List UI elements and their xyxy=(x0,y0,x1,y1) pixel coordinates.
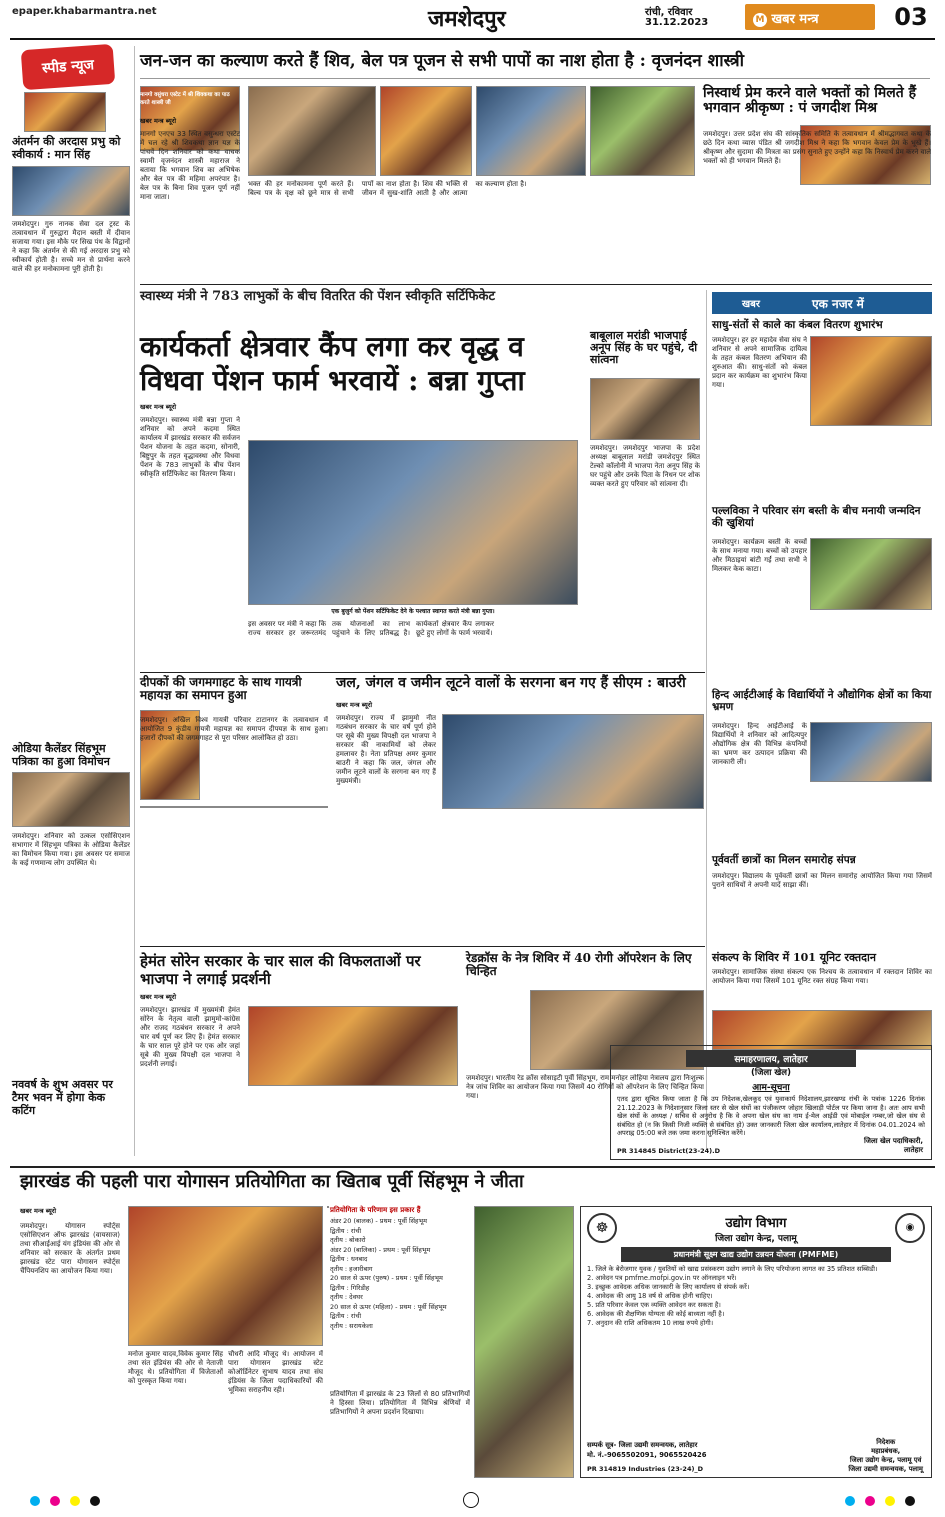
pension-text-2: इस अवसर पर मंत्री ने कहा कि राज्य सरकार हर जरूरतमंद तक योजनाओं का लाभ पहुंचाने के लिए प्रतिबद्ध है। कार्यकर्ता क्षेत्रवार कैंप लगाकर छूटे हुए लोगों के फार्म भरवायें। xyxy=(248,620,494,637)
top-story-text-2: भक्त की हर मनोकामना पूर्ण करते हैं। बिल्व पत्र के वृक्ष को छूने मात्र से सभी पापों का नाश होता है। शिव की भक्ति से जीवन में सुख-शांति आती है और आत्मा का कल्याण होता है। xyxy=(248,180,527,197)
story-cake-headline[interactable]: नववर्ष के शुभ अवसर पर टैमर भवन में होगा केक कटिंग xyxy=(12,1078,113,1117)
udyog-sign-3: जिला उद्योग केन्द्र, पलामू एवं xyxy=(849,1456,922,1464)
section-divider-4 xyxy=(10,1166,935,1168)
hemant-photo xyxy=(248,1006,458,1086)
ek-nazar-tag: खबर xyxy=(742,299,760,310)
black-dot-icon xyxy=(90,1496,100,1506)
brand-logo xyxy=(745,4,875,30)
top-story-headline[interactable]: जन-जन का कल्याण करते हैं शिव, बेल पत्र पूजन से सभी पापों का नाश होता है : वृजनंदन शास्त्री xyxy=(140,51,745,71)
ek-nazar-item-4-headline[interactable]: पूर्ववर्ती छात्रों का मिलन समारोह संपन्न xyxy=(712,854,856,866)
speed-news-photo xyxy=(24,92,106,132)
yellow-dot-icon xyxy=(70,1496,80,1506)
top-story-photo-4 xyxy=(476,86,586,176)
top-story-byline: खबर मन्त्र ब्यूरो xyxy=(140,117,177,125)
yoga-headline[interactable]: झारखंड की पहली पारा योगासन प्रतियोगिता का खिताब पूर्वी सिंहभूम ने जीता xyxy=(20,1171,524,1192)
udyog-point-item: 3. इच्छुक आवेदक अधिक जानकारी के लिए कार्यालय से संपर्क करें। xyxy=(587,1283,750,1291)
page-city-title: जमशेदपुर xyxy=(428,6,506,32)
yoga-photo-1 xyxy=(128,1206,323,1346)
hemant-headline[interactable]: हेमंत सोरेन सरकार के चार साल की विफलताओं पर भाजपा ने लगाई प्रदर्शनी xyxy=(140,952,421,988)
yoga-photo-2 xyxy=(474,1206,574,1478)
udyog-sign-1: निदेशक xyxy=(876,1438,896,1446)
top-story-photo-caption: मानगो वसुंधरा एस्टेट में श्री शिवकथा का पाठ करते शास्त्री जी xyxy=(140,92,230,106)
top-story-photo-5 xyxy=(590,86,695,176)
emblem-icon: ☸ xyxy=(587,1213,617,1243)
yoga-result-item: तृतीय : बोकारो xyxy=(330,1236,366,1244)
column-divider-right xyxy=(706,290,707,1150)
ek-nazar-item-3-photo xyxy=(810,722,932,782)
eye-camp-headline[interactable]: रेडक्रॉस के नेत्र शिविर में 40 रोगी ऑपरेशन के लिए चिन्हित xyxy=(466,951,692,979)
notice-sign-line-2: लातेहार xyxy=(904,1146,923,1154)
pension-photo-caption: एक बुजुर्ग को पेंशन सर्टिफिकेट देने के पश्चात स्वागत करते मंत्री बन्ना गुप्ता। xyxy=(331,608,495,615)
udyog-signature xyxy=(848,1437,923,1473)
pension-byline: खबर मन्त्र ब्यूरो xyxy=(140,403,177,411)
black-dot-icon-right xyxy=(905,1496,915,1506)
yellow-dot-icon-right xyxy=(885,1496,895,1506)
magenta-dot-icon xyxy=(50,1496,60,1506)
ek-nazar-item-2-text: जमशेदपुर। कार्यक्रम बस्ती के बच्चों के साथ मनाया गया। बच्चों को उपहार और मिठाइयां बांटी गईं तथा सभी ने मिलकर केक काटा। xyxy=(712,538,807,573)
epaper-url[interactable]: epaper.khabarmantra.net xyxy=(12,6,157,17)
yoga-result-item: द्वितीय : रांची xyxy=(330,1312,362,1320)
story-cake-text xyxy=(12,1124,130,1154)
yoga-result-item: तृतीय : सरायकेला xyxy=(330,1321,373,1330)
ek-nazar-item-1-headline[interactable]: साधु-संतों से काले का कंबल वितरण शुभारंभ xyxy=(712,319,883,331)
notice-title: आम-सूचना xyxy=(752,1083,790,1093)
udyog-point-item: 7. अनुदान की राशि अधिकतम 10 लाख रुपये होगी। xyxy=(587,1319,714,1327)
yoga-result-item: द्वितीय : रांची xyxy=(330,1226,362,1235)
udyog-ref: PR 314819 Industries (23-24)_D xyxy=(587,1465,704,1473)
ek-nazar-item-1-text: जमशेदपुर। हर हर महादेव सेवा संघ ने शनिवार से अपने सामाजिक दायित्व के तहत कंबल वितरण अभियान की शुरुआत की। साधु-संतों को कंबल प्रदान कर कार्यक्रम का शुभारंभ किया गया। xyxy=(712,336,807,389)
eye-camp-text-intro xyxy=(466,990,526,1070)
sports-notice-box xyxy=(610,1045,932,1160)
anup-text: जमशेदपुर। जमशेदपुर भाजपा के प्रदेश अध्यक्ष बाबूलाल मरांडी जमशेदपुर स्थित टेल्को कॉलोनी में भाजपा नेता अनूप सिंह के घर पहुंचे और उनके पिता के निधन पर शोक व्यक्त करते हुए परिवार को सांत्वना दी। xyxy=(590,444,700,488)
hemant-byline: खबर मन्त्र ब्यूरो xyxy=(140,993,177,1001)
udyog-sign-2: महाप्रबंधक, xyxy=(871,1447,901,1455)
cyan-dot-icon-right xyxy=(845,1496,855,1506)
anup-headline[interactable]: बाबूलाल मरांडी भाजपाई अनूप सिंह के घर पहुंचे, दी सांत्वना xyxy=(590,329,698,367)
magenta-dot-icon-right xyxy=(865,1496,875,1506)
yoga-result-item: तृतीय : हजारीबाग xyxy=(330,1264,373,1273)
udyog-mobile: मो. नं.-9065502091, 9065520426 xyxy=(587,1451,707,1459)
udyog-sign-4: जिला उद्यमी समन्वयक, पलामू xyxy=(848,1465,923,1473)
blood-text: जमशेदपुर। सामाजिक संस्था संकल्प एक निश्चय के तत्वावधान में रक्तदान शिविर का आयोजन किया गया जिसमें 101 यूनिट रक्त संग्रह किया गया। xyxy=(712,968,932,985)
krishna-headline[interactable]: निस्वार्थ प्रेम करने वाले भक्तों को मिलते हैं भगवान श्रीकृष्ण : पं जगदीश मिश्र xyxy=(703,85,917,117)
story-mansingh-text: जमशेदपुर। गुरु नानक सेवा दल ट्रस्ट के तत्वावधान में गुरुद्वारा मैदान बस्ती में दीवान सजाया गया। इस मौके पर सिख पंथ के विद्वानों ने कहा कि अंतर्मन से की गई अरदास प्रभु को स्वीकार्य होती है। सच्चे मन से प्रार्थना करने वाले की हर मनोकामना पूरी होती है। xyxy=(12,220,130,273)
udyog-dept: उद्योग विभाग xyxy=(725,1216,787,1231)
yoga-result-item: 20 साल से ऊपर (महिला) - प्रथम : पूर्वी सिंहभूम xyxy=(330,1302,447,1311)
udyog-scheme: प्रधानमंत्री सूक्ष्म खाद्य उद्योग उन्नयन योजना (PMFME) xyxy=(621,1247,891,1262)
udyog-office: जिला उद्योग केन्द्र, पलामू xyxy=(715,1234,797,1244)
header-divider xyxy=(10,38,935,40)
yoga-results-list xyxy=(330,1217,470,1331)
print-registration-bar xyxy=(10,1490,935,1510)
yoga-result-item: अंडर 20 (बालक) - प्रथम : पूर्वी सिंहभूम xyxy=(330,1217,427,1225)
yoga-result-item: 20 साल से ऊपर (पुरुष) - प्रथम : पूर्वी सिंहभूम xyxy=(330,1274,443,1282)
notice-signature xyxy=(864,1137,923,1155)
page-number: 03 xyxy=(894,3,928,31)
yoga-text-4: प्रतियोगिता में झारखंड के 23 जिलों से 80 प्रतिभागियों ने हिस्सा लिया। प्रतियोगिता में विभिन्न श्रेणियों में प्रतिभागियों ने अपना प्रदर्शन दिखाया। xyxy=(330,1390,470,1416)
yoga-text-3: चौधरी आदि मौजूद थे। आयोजन में पारा योगासन झारखंड स्टेट कोऑर्डिनेटर सुभाष यादव तथा संघ इंडियंस के जिला पदाधिकारियों की भूमिका सराहनीय रही। xyxy=(228,1350,323,1394)
pmfme-logo-icon: ◉ xyxy=(895,1213,925,1243)
bauri-headline[interactable]: जल, जंगल व जमीन लूटने वालों के सरगना बन गए हैं सीएम : बाउरी xyxy=(336,675,686,691)
deepak-text: जमशेदपुर। अखिल विश्व गायत्री परिवार टाटानगर के तत्वावधान में आयोजित 9 कुंडीय गायत्री महायज्ञ का समापन दीपयज्ञ के साथ हुआ। हजारों दीपकों की जगमगाहट से पूरा परिसर आलोकित हो उठा। xyxy=(140,716,328,742)
ek-nazar-item-3-text: जमशेदपुर। हिन्द आईटीआई के विद्यार्थियों ने शनिवार को आदित्यपुर औद्योगिक क्षेत्र की विभिन्न कंपनियों का भ्रमण कर उत्पादन प्रक्रिया की जानकारी ली। xyxy=(712,722,807,766)
ek-nazar-title: एक नजर में xyxy=(812,297,864,311)
cyan-dot-icon xyxy=(30,1496,40,1506)
yoga-text-1: जमशेदपुर। योगासन स्पोर्ट्स एसोसिएशन ऑफ झारखंड (वायसाज) तथा सीआईआई यंग इंडियंस की ओर से शनिवार को सरकार के अंतर्गत प्रथम झारखंड स्टेट पारा योगासन स्पोर्ट्स चैंपियनशिप का आयोजन किया गया। xyxy=(20,1222,120,1275)
blood-photo xyxy=(712,1010,932,1050)
notice-ref: PR 314845 District(23-24).D xyxy=(617,1147,721,1155)
notice-org: समाहरणालय, लातेहार xyxy=(686,1050,856,1067)
ek-nazar-item-3-headline[interactable]: हिन्द आईटीआई के विद्यार्थियों ने औद्योगिक क्षेत्रों का किया भ्रमण xyxy=(712,689,932,713)
yoga-byline: खबर मन्त्र ब्यूरो xyxy=(20,1207,57,1215)
top-story-photo-3 xyxy=(380,86,472,176)
notice-dept: (जिला खेल) xyxy=(751,1068,791,1078)
registration-mark-icon xyxy=(463,1492,479,1508)
bauri-byline: खबर मन्त्र ब्यूरो xyxy=(336,701,373,709)
yoga-results-title: प्रतियोगिता के परिणाम इस प्रकार हैं xyxy=(330,1206,421,1214)
blood-headline[interactable]: संकल्प के शिविर में 101 यूनिट रक्तदान xyxy=(712,951,876,964)
notice-text: एतद द्वारा सूचित किया जाता है कि उप निदेशक,खेलकूद एवं युवाकार्य निदेशालय,झारखण्ड रांची के पत्रांक 1226 दिनांक 21.12.2023 के निदेशानुसार जिला स्तर से खेल संघों का पंजीकरण जोहार खिलाड़ी पोर्टल पर किया जाना है। अतः आप सभी खेल संघों के अध्यक्ष / सचिव से अनुरोध है कि वे अपना खेल संघ का नाम ई-मेल आईडी एवं मोबाईल नम्बर,जो खेल संघ से संबंधित हो (न कि किसी निजी व्यक्ति से संबंधित हो) उक्त जानकारी जिला खेल कार्यालय,लातेहार में दिनांक 04.01.2024 को अपराह्न 05:00 बजे तक जमा करना सुनिश्चित करेंगे। xyxy=(617,1095,925,1137)
section-divider-1 xyxy=(140,284,932,285)
story-odisha-text: जमशेदपुर। शनिवार को उत्कल एसोसिएशन सभागार में सिंहभूम पत्रिका के ओडिया कैलेंडर का विमोचन किया गया। इस अवसर पर समाज के कई गणमान्य लोग उपस्थित थे। xyxy=(12,832,130,867)
udyog-ad-box xyxy=(580,1206,932,1478)
place-day: रांची, रविवार xyxy=(645,7,693,18)
udyog-contact: सम्पर्क सूत्र- जिला उद्यमी समन्वयक, लातेहार xyxy=(587,1441,698,1449)
column-divider xyxy=(134,46,135,1156)
pension-headline[interactable]: कार्यकर्ता क्षेत्रवार कैंप लगा कर वृद्ध व विधवा पेंशन फार्म भरवायें : बन्ना गुप्ता xyxy=(140,330,525,397)
bauri-photo xyxy=(442,714,704,809)
ek-nazar-item-2-headline[interactable]: पल्लविका ने परिवार संग बस्ती के बीच मनायी जन्मदिन की खुशियां xyxy=(712,505,921,529)
eye-camp-text: जमशेदपुर। भारतीय रेड क्रॉस सोसाइटी पूर्वी सिंहभूम, राम मनोहर लोहिया नेत्रालय द्वारा निःशुल्क नेत्र जांच शिविर का आयोजन किया गया जिसमें 40 रोगियों को ऑपरेशन के लिए चिन्हित किया गया। xyxy=(466,1074,704,1100)
bauri-text-cont xyxy=(442,814,704,939)
ek-nazar-banner xyxy=(712,292,932,314)
brand-name: खबर मन्त्र xyxy=(771,12,819,27)
hemant-text-cont xyxy=(248,1090,458,1156)
speed-news-badge: स्पीड न्यूज xyxy=(21,44,116,90)
deepak-headline[interactable]: दीपकों की जगमगाहट के साथ गायत्री महायज्ञ का समापन हुआ xyxy=(140,675,302,703)
yoga-result-item: द्वितीय : धनबाद xyxy=(330,1255,368,1263)
yoga-result-item: तृतीय : देवघर xyxy=(330,1293,363,1301)
hemant-text: जमशेदपुर। झारखंड में मुख्यमंत्री हेमंत सोरेन के नेतृत्व वाली झामुमो-कांग्रेस और राजद गठबंधन सरकार ने अपने चार वर्ष पूर्ण कर लिए हैं। हेमंत सरकार के चार साल पूरे होने पर एक ओर जहां सूबे की मुख्य विपक्षी दल भाजपा ने प्रदर्शनी लगाई। xyxy=(140,1006,240,1068)
edition-date: 31.12.2023 xyxy=(645,17,709,28)
story-odisha-photo xyxy=(12,772,130,827)
ek-nazar-item-2-photo xyxy=(810,538,932,610)
top-story-photo-2 xyxy=(248,86,376,176)
brand-icon: M xyxy=(753,13,767,27)
udyog-point-item: 4. आवेदक की आयु 18 वर्ष से अधिक होनी चाहिए। xyxy=(587,1292,713,1300)
pension-text-1: जमशेदपुर। स्वास्थ्य मंत्री बन्ना गुप्ता ने शनिवार को अपने कदमा स्थित कार्यालय में झारखंड सरकार की सर्वजन पेंशन योजना के तहत कदमा, सोनारी, बिष्टुपुर के तहत वृद्धावस्था और विधवा पेंशन के 783 लाभुकों के बीच पेंशन स्वीकृति सर्टिफिकेट का वितरण किया। xyxy=(140,416,240,478)
udyog-point-item: 2. आवेदन पत्र pmfme.mofpi.gov.in पर ऑनलाइन भरें। xyxy=(587,1274,737,1282)
bauri-text: जमशेदपुर। राज्य में झामुमो नीत गठबंधन सरकार के चार वर्ष पूर्ण होने पर सूबे की मुख्य विपक्षी दल भाजपा ने सरकार की नाकामियों को लेकर हमलावर है। नेता प्रतिपक्ष अमर कुमार बाउरी ने कहा कि जल, जंगल और जमीन लूटने वालों के सरगना बन गए हैं मुख्यमंत्री। xyxy=(336,714,436,785)
yoga-result-item: अंडर 20 (बालिका) - प्रथम : पूर्वी सिंहभूम xyxy=(330,1245,431,1254)
ek-nazar-item-1-photo xyxy=(810,336,932,426)
krishna-text: जमशेदपुर। उत्तर प्रदेश संघ की सांस्कृतिक समिति के तत्वावधान में श्रीमद्भागवत कथा के छठे दिन कथा व्यास पंडित श्री जगदीश मिश्र ने कहा कि भगवान केवल प्रेम के भूखे हैं। श्रीकृष्ण और सुदामा की मित्रता का प्रसंग सुनाते हुए उन्होंने कहा कि निस्वार्थ प्रेम करने वाले भक्तों को ही भगवान मिलते हैं। xyxy=(703,130,931,165)
anup-photo xyxy=(590,378,700,440)
yoga-text-2: मनोज कुमार यादव,विवेक कुमार सिंह तथा संत इंडियंस की ओर से नेताजी मौजूद थे। प्रतियोगिता में विजेताओं को पुरस्कृत किया गया। xyxy=(128,1350,223,1385)
notice-sign-line-1: जिला खेल पदाधिकारी, xyxy=(863,1137,923,1145)
top-story-text-1: मानगो एनएच 33 स्थित वसुन्धरा एस्टेट में चल रहे श्री शिवकथा ज्ञान यज्ञ के पांचवें दिन शनिवार को कथा वाचक स्वामी वृजनंदन शास्त्री महाराज ने बताया कि भगवान शिव का अभिषेक और बेल पत्र की महिमा अपरंपार है। बेल पत्र के बिना शिव पूजन पूर्ण नहीं माना जाता। xyxy=(140,130,240,201)
top-story-rule xyxy=(140,78,930,79)
udyog-point-item: 6. आवेदक की शैक्षणिक योग्यता की कोई बाध्यता नहीं है। xyxy=(587,1310,725,1318)
pension-kicker: स्वास्थ्य मंत्री ने 783 लाभुकों के बीच वितरित की पेंशन स्वीकृति सर्टिफिकेट xyxy=(140,289,496,304)
story-mansingh-photo xyxy=(12,166,130,216)
udyog-points xyxy=(581,1265,931,1328)
pension-photo xyxy=(248,440,578,605)
section-divider-3 xyxy=(140,946,705,947)
story-odisha-headline[interactable]: ओडिया कैलेंडर सिंहभूम पत्रिका का हुआ विमोचन xyxy=(12,742,110,768)
yoga-result-item: द्वितीय : गिरिडीह xyxy=(330,1283,370,1292)
section-divider-2 xyxy=(140,672,705,673)
story-mansingh-headline[interactable]: अंतर्मन की अरदास प्रभु को स्वीकार्य : मान सिंह xyxy=(12,135,121,161)
udyog-point-item: 1. जिले के बेरोजगार युवक / युवतियों को खाद्य प्रसंस्करण उद्योग लगाने के लिए परियोजना लागत का 35 प्रतिशत सब्सिडी। xyxy=(587,1265,878,1273)
ek-nazar-item-4-text: जमशेदपुर। विद्यालय के पूर्ववर्ती छात्रों का मिलन समारोह आयोजित किया गया जिसमें पुराने साथियों ने अपनी यादें साझा कीं। xyxy=(712,872,932,889)
udyog-point-item: 5. प्रति परिवार केवल एक व्यक्ति आवेदन कर सकता है। xyxy=(587,1301,721,1309)
